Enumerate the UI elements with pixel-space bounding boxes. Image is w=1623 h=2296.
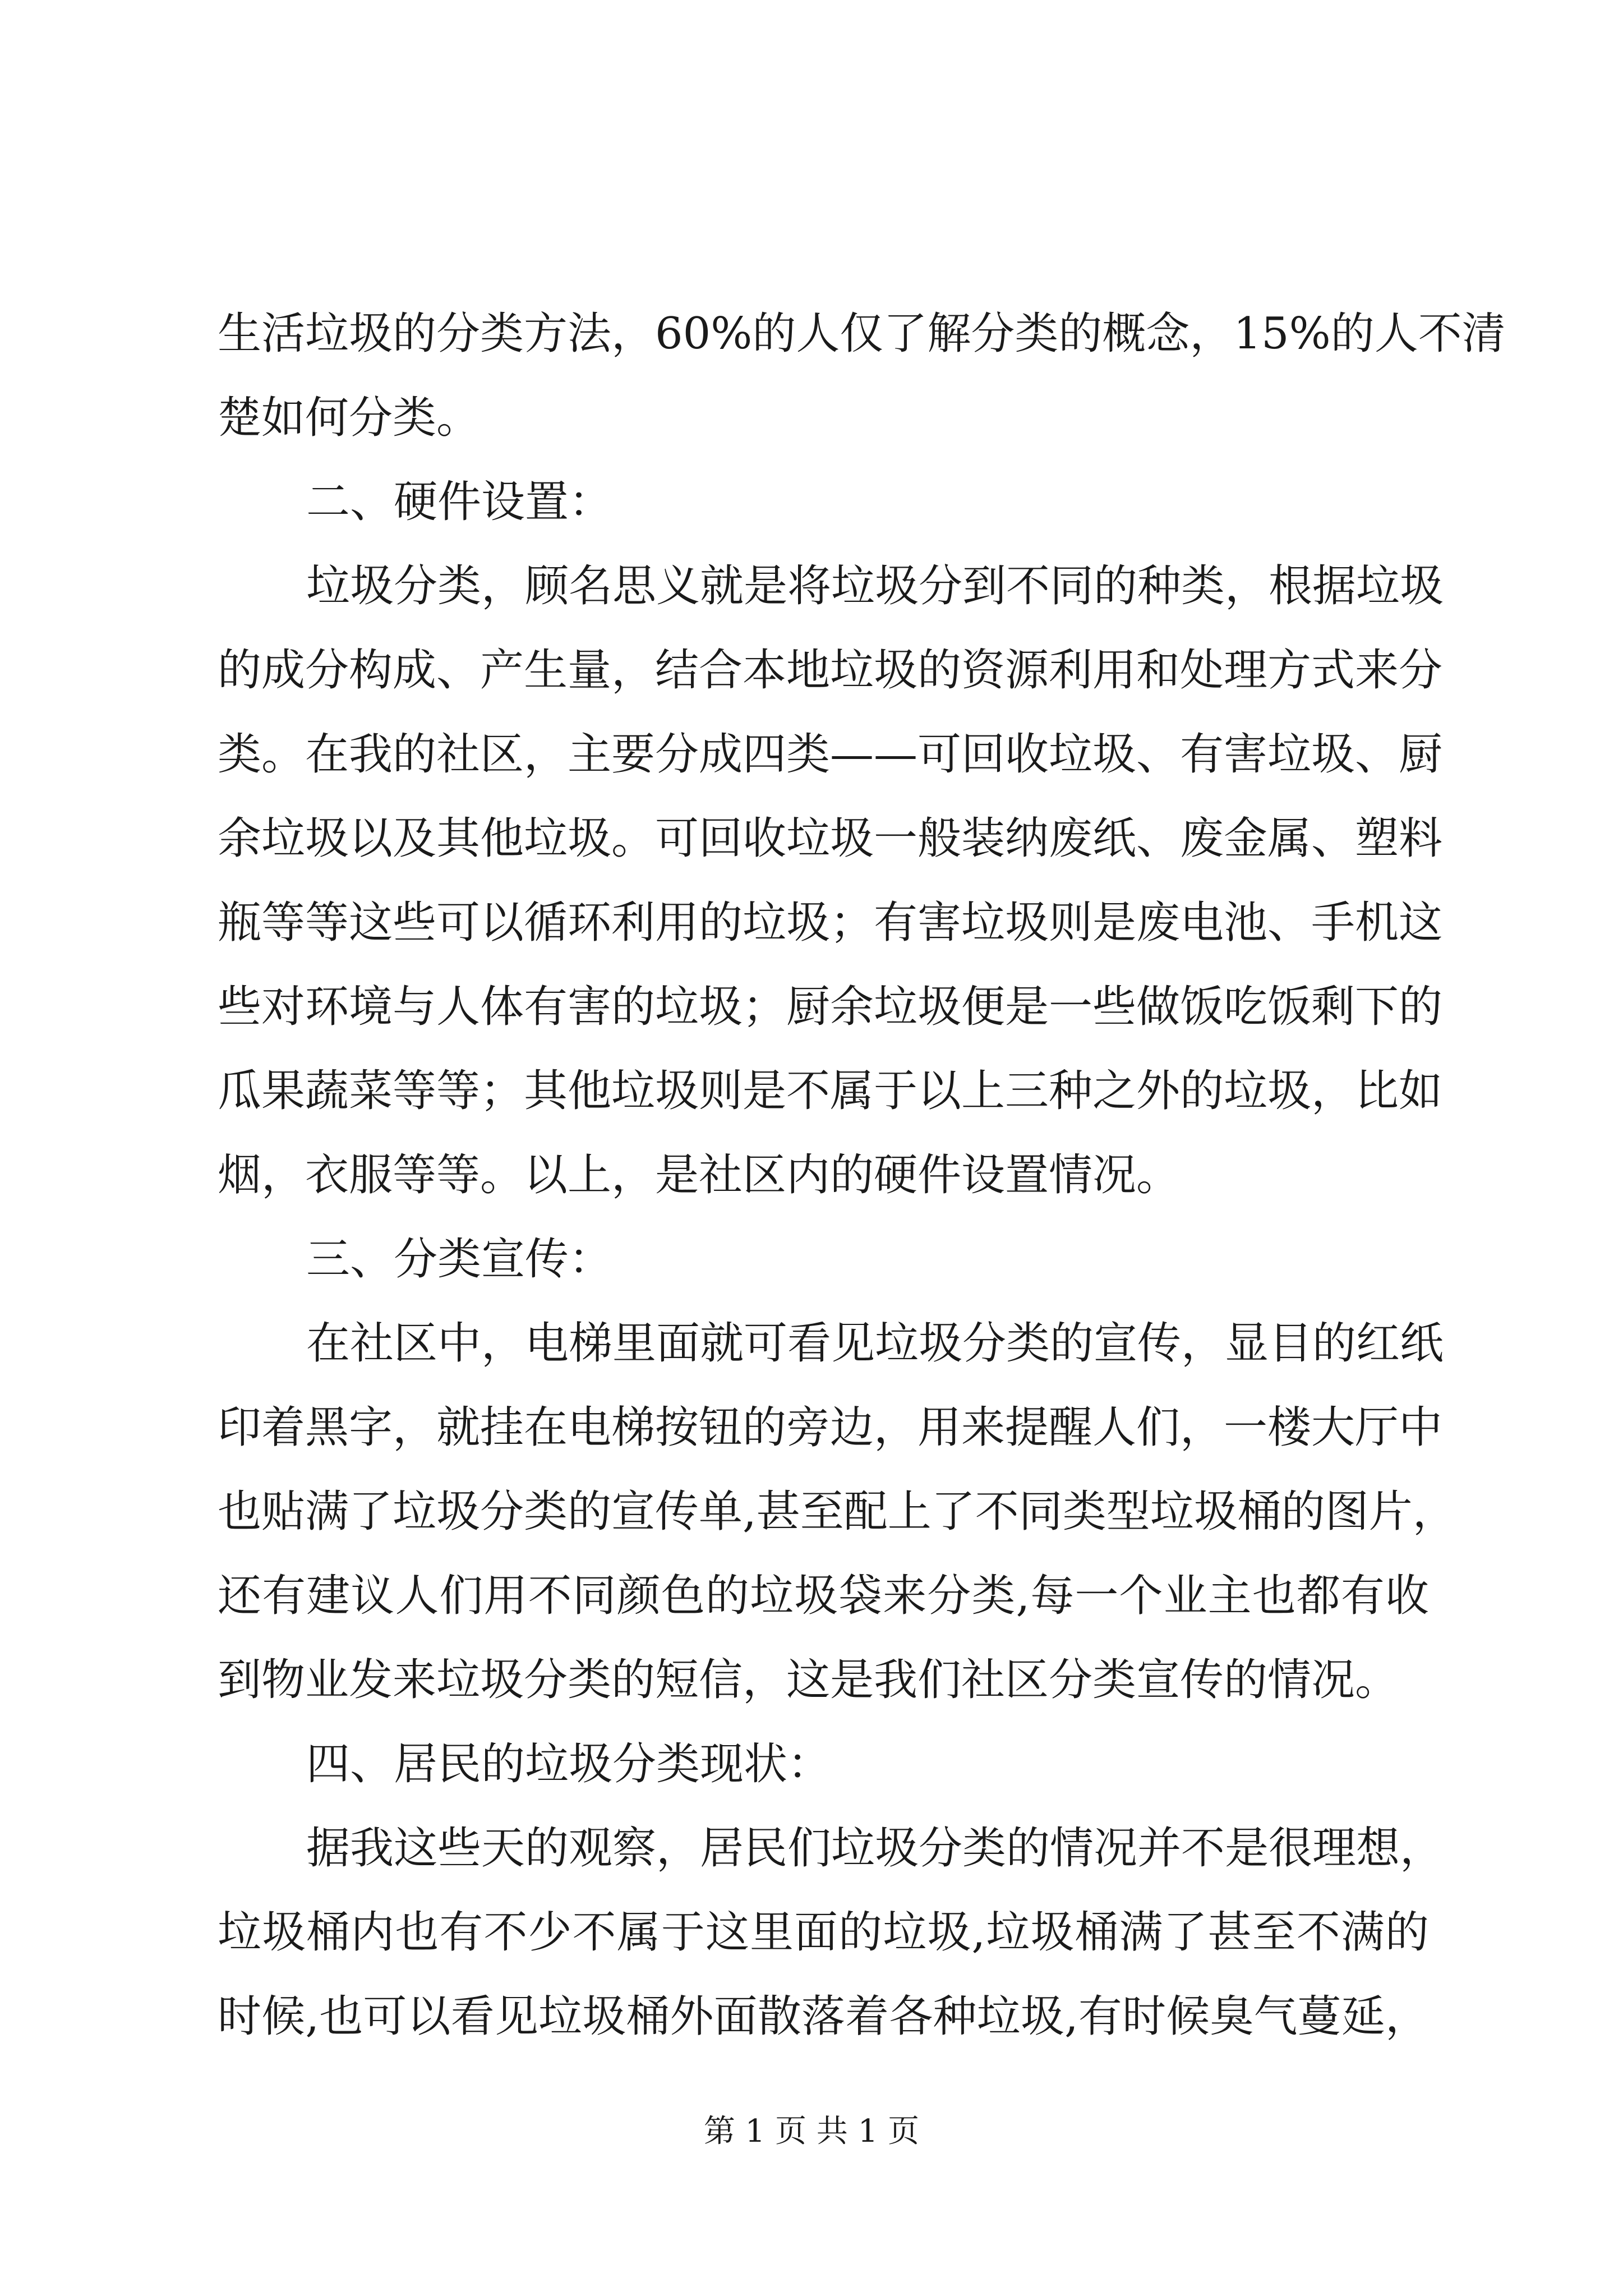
text-line-2: 楚如何分类。 (218, 393, 481, 443)
section-heading-residents: 四、居民的垃圾分类现状： (306, 1739, 832, 1789)
text-line-19: 据我这些天的观察，居民们垃圾分类的情况并不是很理想， (306, 1823, 1444, 1874)
text-line-14: 印着黑字，就挂在电梯按钮的旁边，用来提醒人们，一楼大厅中 (218, 1402, 1443, 1453)
text-line-13: 在社区中，电梯里面就可看见垃圾分类的宣传，显目的红纸 (306, 1318, 1444, 1369)
text-line-10: 瓜果蔬菜等等；其他垃圾则是不属于以上三种之外的垃圾，比如 (218, 1066, 1443, 1116)
section-heading-publicity: 三、分类宣传： (306, 1234, 613, 1285)
text-line-15: 也贴满了垃圾分类的宣传单,甚至配上了不同类型垃圾桶的图片， (218, 1487, 1456, 1537)
text-line-16: 还有建议人们用不同颜色的垃圾袋来分类,每一个业主也都有收 (218, 1571, 1429, 1621)
text-line-7: 余垃圾以及其他垃圾。可回收垃圾一般装纳废纸、废金属、塑料 (218, 813, 1443, 864)
text-line-8: 瓶等等这些可以循环利用的垃圾；有害垃圾则是废电池、手机这 (218, 898, 1443, 948)
text-line-17: 到物业发来垃圾分类的短信，这是我们社区分类宣传的情况。 (218, 1655, 1399, 1705)
text-line-1: 生活垃圾的分类方法，60%的人仅了解分类的概念，15%的人不清 (218, 309, 1506, 359)
text-line-20: 垃圾桶内也有不少不属于这里面的垃圾,垃圾桶满了甚至不满的 (218, 1907, 1429, 1958)
text-line-9: 些对环境与人体有害的垃圾；厨余垃圾便是一些做饭吃饭剩下的 (218, 982, 1443, 1032)
text-line-4: 垃圾分类，顾名思义就是将垃圾分到不同的种类，根据垃圾 (306, 561, 1444, 611)
body-text (218, 292, 1506, 2059)
text-line-6: 类。在我的社区，主要分成四类——可回收垃圾、有害垃圾、厨 (218, 729, 1443, 780)
page-footer: 第 1 页 共 1 页 (703, 2113, 920, 2150)
text-line-21: 时候,也可以看见垃圾桶外面散落着各种垃圾,有时候臭气蔓延， (218, 1991, 1429, 2042)
text-line-11: 烟，衣服等等。以上，是社区内的硬件设置情况。 (218, 1150, 1181, 1200)
section-heading-hardware: 二、硬件设置： (306, 477, 613, 527)
text-line-5: 的成分构成、产生量，结合本地垃圾的资源利用和处理方式来分 (218, 645, 1443, 696)
